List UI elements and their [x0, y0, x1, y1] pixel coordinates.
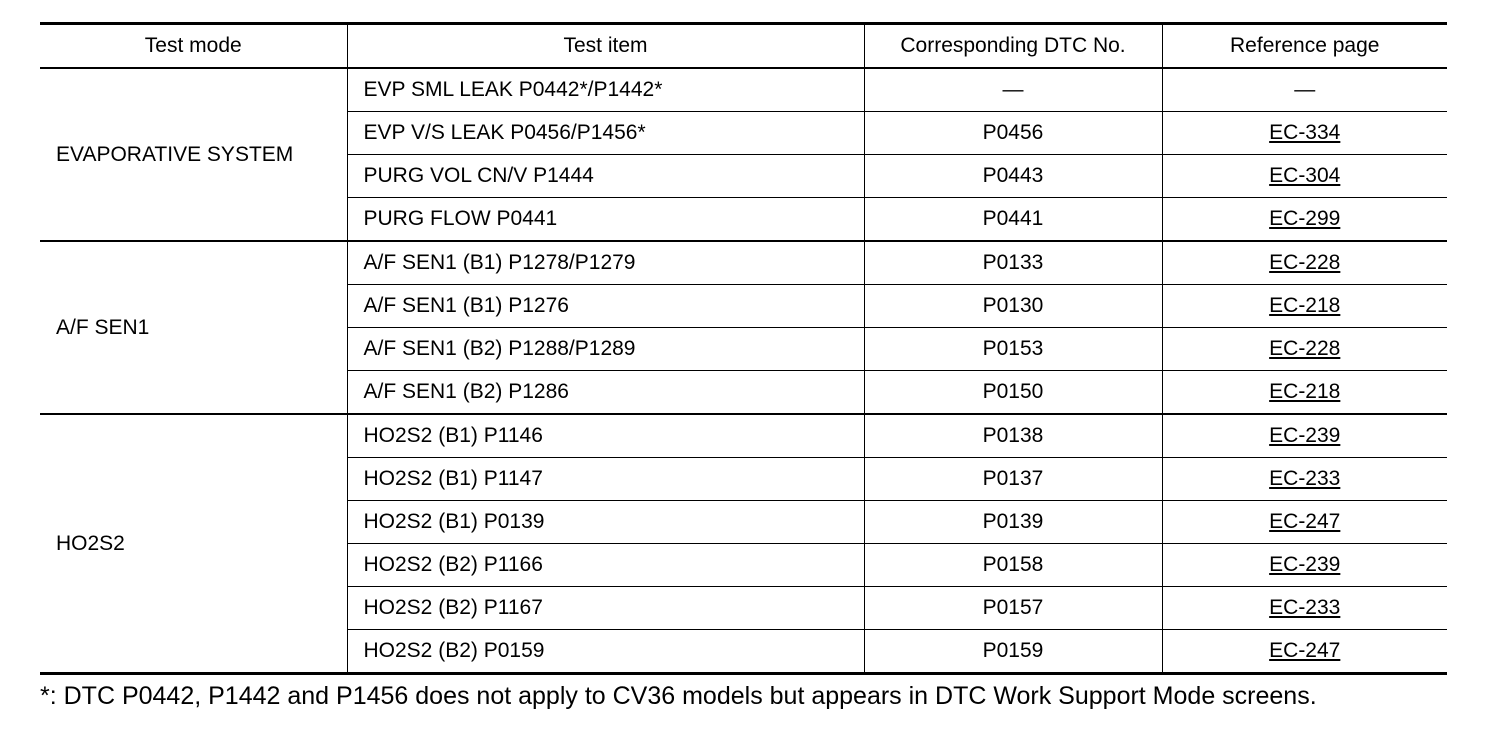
reference-page-link[interactable]: EC-228 [1269, 337, 1341, 360]
dtc-number-cell: P0157 [864, 587, 1162, 630]
reference-page-cell [1162, 68, 1447, 112]
reference-page-link[interactable]: EC-239 [1269, 424, 1341, 447]
reference-page-cell [1162, 630, 1447, 674]
reference-page-link[interactable]: EC-233 [1269, 596, 1341, 619]
reference-page-link[interactable]: EC-299 [1269, 207, 1341, 230]
test-item-cell: EVP V/S LEAK P0456/P1456* [347, 112, 864, 155]
dtc-number-cell: P0456 [864, 112, 1162, 155]
reference-page-cell [1162, 501, 1447, 544]
dtc-number-cell: P0130 [864, 285, 1162, 328]
test-item-cell: PURG FLOW P0441 [347, 198, 864, 242]
reference-page-cell [1162, 285, 1447, 328]
reference-page-cell [1162, 112, 1447, 155]
reference-page-link[interactable]: EC-228 [1269, 251, 1341, 274]
table-row [40, 68, 1447, 112]
header-reference-page: Reference page [1162, 24, 1447, 69]
dtc-number-cell: P0441 [864, 198, 1162, 242]
dtc-number-cell: P0159 [864, 630, 1162, 674]
test-item-cell: HO2S2 (B2) P1166 [347, 544, 864, 587]
test-item-cell: HO2S2 (B2) P1167 [347, 587, 864, 630]
reference-page-none: — [1294, 78, 1316, 101]
dtc-number-cell: — [864, 68, 1162, 112]
reference-page-link[interactable]: EC-239 [1269, 553, 1341, 576]
table-row [40, 414, 1447, 458]
test-item-cell: PURG VOL CN/V P1444 [347, 155, 864, 198]
dtc-number-cell: P0139 [864, 501, 1162, 544]
test-item-cell: HO2S2 (B1) P1147 [347, 458, 864, 501]
dtc-number-cell: P0153 [864, 328, 1162, 371]
reference-page-link[interactable]: EC-334 [1269, 121, 1341, 144]
test-item-cell: A/F SEN1 (B2) P1288/P1289 [347, 328, 864, 371]
test-mode-cell: HO2S2 [40, 414, 347, 674]
dtc-number-cell: P0138 [864, 414, 1162, 458]
table-row [40, 241, 1447, 285]
test-item-cell: HO2S2 (B1) P0139 [347, 501, 864, 544]
dtc-number-cell: P0137 [864, 458, 1162, 501]
test-item-cell: EVP SML LEAK P0442*/P1442* [347, 68, 864, 112]
footnote: *: DTC P0442, P1442 and P1456 does not apply to CV36 models but appears in DTC Work Support Mode screens. [40, 682, 1317, 710]
reference-page-cell [1162, 414, 1447, 458]
table-header-row [40, 24, 1447, 69]
reference-page-link[interactable]: EC-218 [1269, 294, 1341, 317]
test-item-cell: A/F SEN1 (B2) P1286 [347, 371, 864, 415]
reference-page-link[interactable]: EC-247 [1269, 639, 1341, 662]
header-test-mode: Test mode [40, 24, 347, 69]
reference-page-cell [1162, 198, 1447, 242]
dtc-number-cell: P0158 [864, 544, 1162, 587]
reference-page-cell [1162, 155, 1447, 198]
dtc-number-cell: P0443 [864, 155, 1162, 198]
test-item-cell: A/F SEN1 (B1) P1278/P1279 [347, 241, 864, 285]
test-mode-cell: A/F SEN1 [40, 241, 347, 414]
test-item-cell: A/F SEN1 (B1) P1276 [347, 285, 864, 328]
reference-page-link[interactable]: EC-247 [1269, 510, 1341, 533]
reference-page-cell [1162, 241, 1447, 285]
test-mode-cell: EVAPORATIVE SYSTEM [40, 68, 347, 241]
dtc-number-cell: P0150 [864, 371, 1162, 415]
header-test-item: Test item [347, 24, 864, 69]
reference-page-link[interactable]: EC-233 [1269, 467, 1341, 490]
reference-page-cell [1162, 371, 1447, 415]
test-item-cell: HO2S2 (B1) P1146 [347, 414, 864, 458]
reference-page-cell [1162, 458, 1447, 501]
reference-page-cell [1162, 328, 1447, 371]
reference-page-cell [1162, 544, 1447, 587]
reference-page-link[interactable]: EC-218 [1269, 380, 1341, 403]
header-dtc-no: Corresponding DTC No. [864, 24, 1162, 69]
table-body [40, 68, 1447, 674]
dtc-work-support-table [40, 22, 1447, 675]
dtc-number-cell: P0133 [864, 241, 1162, 285]
dtc-table-section [40, 22, 1447, 711]
test-item-cell: HO2S2 (B2) P0159 [347, 630, 864, 674]
reference-page-link[interactable]: EC-304 [1269, 164, 1341, 187]
reference-page-cell [1162, 587, 1447, 630]
